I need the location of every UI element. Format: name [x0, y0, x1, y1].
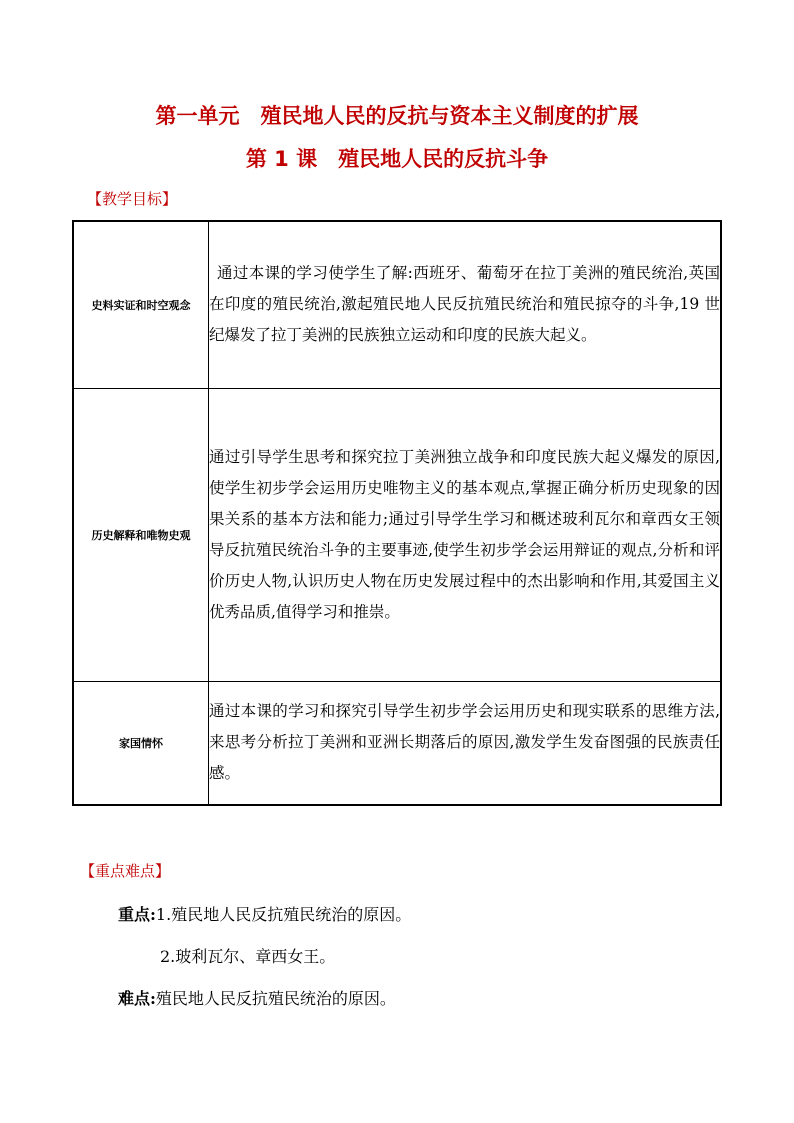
lesson-title: 第 1 课 殖民地人民的反抗斗争 — [245, 147, 549, 171]
key-item: 1.殖民地人民反抗殖民统治的原因。 — [155, 905, 412, 924]
difficulty-line — [118, 986, 396, 1009]
goal-description: 通过本课的学习使学生了解:西班牙、葡萄牙在拉丁美洲的殖民统治,英国在印度的殖民统治,激起殖民地人民反抗殖民统治和殖民掠夺的斗争,19 世纪爆发了拉丁美洲的民族独立运动和印度的民族大起义。 — [209, 221, 722, 388]
key-label: 重点: — [118, 905, 156, 924]
goal-description: 通过本课的学习和探究引导学生初步学会运用历史和现实联系的思维方法,来思考分析拉丁美洲和亚洲长期落后的原因,激发学生发奋图强的民族责任感。 — [209, 681, 722, 805]
key-point-line-2 — [160, 944, 335, 967]
goal-row — [73, 681, 721, 805]
goal-row — [73, 221, 721, 388]
teaching-goals-label: 【教学目标】 — [87, 190, 178, 208]
teaching-goals-table — [72, 220, 722, 806]
unit-title: 第一单元 殖民地人民的反抗与资本主义制度的扩展 — [155, 104, 639, 128]
goal-category: 家国情怀 — [73, 681, 209, 805]
goal-description: 通过引导学生思考和探究拉丁美洲独立战争和印度民族大起义爆发的原因,使学生初步学会运用历史唯物主义的基本观点,掌握正确分析历史现象的因果关系的基本方法和能力;通过引导学生学习和概述玻利瓦尔和章西女王领导反抗殖民统治斗争的主要事迹,使学生初步学会运用辩证的观点,分析和评价历史人物,认识历史人物在历史发展过程中的杰出影响和作用,其爱国主义优秀品质,值得学习和推崇。 — [209, 388, 722, 681]
goal-category: 历史解释和唯物史观 — [73, 388, 209, 681]
key-item: 2.玻利瓦尔、章西女王。 — [160, 947, 336, 966]
difficulty-text: 殖民地人民反抗殖民统治的原因。 — [155, 989, 396, 1008]
goal-row — [73, 388, 721, 681]
key-point-line-1 — [118, 902, 411, 925]
difficulty-label: 难点: — [118, 989, 156, 1008]
goal-category: 史料实证和时空观念 — [73, 221, 209, 388]
key-points-label: 【重点难点】 — [80, 862, 171, 880]
